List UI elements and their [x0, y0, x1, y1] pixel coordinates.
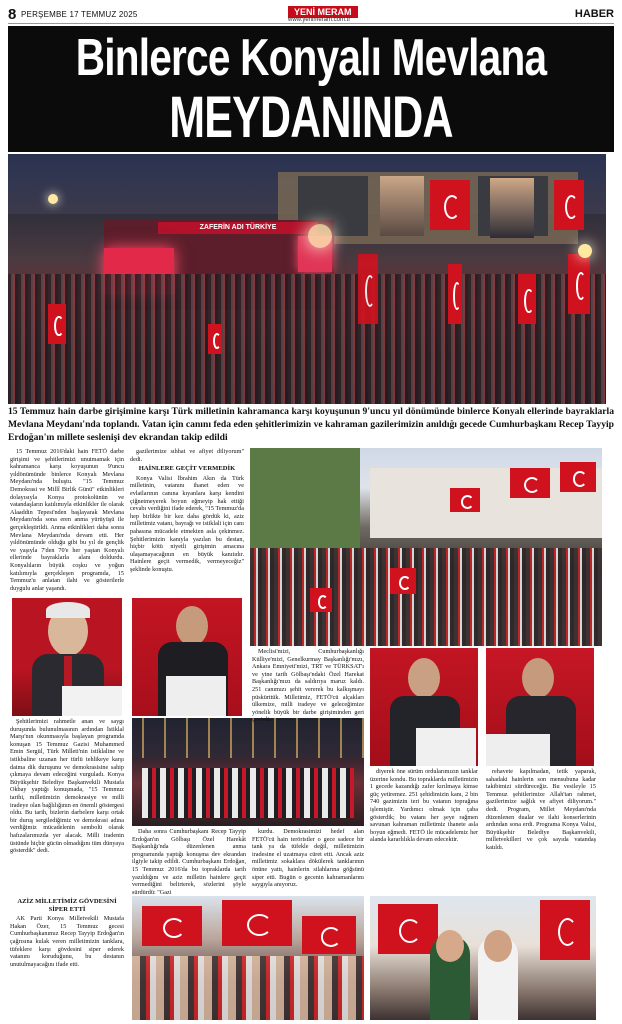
women-flags-photo	[370, 896, 596, 1020]
article-column-4	[370, 768, 478, 894]
page-header	[8, 6, 614, 24]
crowd-flags-photo	[132, 896, 364, 1020]
body-text: diyerek öne sürüm ordularımızın tanklar üzerine kondu. Bu topraklarda milletimizin 1 gecede kazandığı zafer kırılmaya kimse güç yetiremez. 251 şehidimizin kanı, 2 bin 740 gazimizin teri bu vatanın toprağına işlemiştir. Yardımcı olmak için çaba gösterdik; bu vatanı her şeye rağmen savunan kahraman milletimiz ihanete asla boyun eğmedi. FETÖ ile mücadelemiz her alanda kararlılıkla devam edecektir.	[370, 768, 478, 844]
headline-block	[8, 26, 614, 152]
newspaper-logo: YENİ MERAM	[288, 6, 358, 18]
article-column-3b	[252, 828, 364, 894]
march-photo	[250, 448, 602, 646]
article-column-1b	[10, 718, 124, 894]
officials-group-photo	[132, 718, 364, 826]
headline-line-1: Binlerce Konyalı Mevlana	[75, 29, 547, 87]
body-text: AK Parti Konya Milletvekili Mustafa Hakan Özer, 15 Temmuz gecesi Cumhurbaşkanımız Recep Tayyip Erdoğan'ın çağrısına kulak veren milletimizin tanklara, tüfeklere karşı gövdesini siper ederek vatanını koruduğunu, bu destanın unutulmayacağını ifade etti.	[10, 915, 124, 968]
body-text: Şehitlerimizi rahmetle anan ve saygı duruşunda bulunulmasının ardından İstiklal Marşı'nın okunmasıyla başlayan programda konuşan 15 Temmuz Gazisi Muhammed Emin Sergül, Türk Milleti'nin istiklaline ve istikbaline uzanan her türlü tehlikeye karşı daima dik duruşunu ve demokrasisine sahip çıkmaya devam edeceğini vurguladı. Konya Büyükşehir Belediye Başkanvekili Mustafa Okbay yaptığı konuşmada, "15 Temmuz tarihi, milletimizin demokrasiye ve milli iradeye olan bağlılığının en önemli göstergesi oldu. Bu tarih, bizlerin darbelere karşı ortak bir duruş sergilediğimiz ve demokrasi adına verdiğimiz mücadelenin sembolü olarak hafızalarımızda yer alacak. Milli iradenin üstünde hiçbir gücün olmadığını tüm dünyaya gösterdik" dedi.	[10, 718, 124, 855]
stage-banner: ZAFERİN ADI TÜRKİYE	[158, 222, 318, 234]
subheading: HAİNLERE GEÇİT VERMEDİK	[138, 465, 236, 473]
website-url[interactable]: www.yenimeram.com.tr	[288, 17, 351, 23]
speaker-photo-3	[370, 648, 478, 766]
section-label: HABER	[574, 8, 614, 20]
article-column-5	[486, 768, 596, 894]
lead-paragraph: 15 Temmuz hain darbe girişimine karşı Türk milletinin kahramanca karşı koyuşunun 9'uncu yıl dönümünde binlerce Konyalı ellerinde bayraklarla Mevlana Meydanı'nda toplandı. Vatan için canını feda eden şehitlerimizin ve kahraman gazilerimizin anıldığı gecede Cumhurbaşkanı Recep Tayyip Erdoğan'ın millete seslenişi dev ekrandan takip edildi	[8, 406, 614, 443]
article-column-3a	[252, 648, 364, 724]
article-column-1c	[10, 896, 124, 1020]
issue-date: PERŞEMBE 17 TEMMUZ 2025	[21, 10, 138, 19]
headline-line-2: MEYDANINDA	[169, 85, 453, 150]
body-text: kurdu. Demokrasimizi hedef alan FETÖ'cü hain teröristler o gece sadece bir tank ya da tüfekle değil, milletimizin iradesine el uzatmaya cüret etti. Ancak aziz milletimiz sokaklara dökülerek tanklarının önüne yattı, hainlerin silahlarına göğsünü siper etti. Bugün o gecenin kahramanlarını saygıyla anıyoruz.	[252, 828, 364, 889]
article-column-2a	[130, 448, 244, 596]
article-column-2b	[132, 828, 246, 894]
subheading: AZİZ MİLLETİMİZ GÖVDESİNİ SİPER ETTİ	[17, 898, 117, 913]
speaker-photo-1	[12, 598, 122, 716]
portrait-banner-right	[490, 178, 534, 238]
page-number: 8	[8, 6, 17, 23]
body-text: Daha sonra Cumhurbaşkanı Recep Tayyip Erdoğan'ın Gölbaşı Özel Harekât Başkanlığı'nda düzenlenen anma programında yaptığı konuşma dev ekrandan ilgiyle takip edildi. Cumhurbaşkanı Erdoğan, 15 Temmuz 2016'da bu topraklarda tarih yazıldığını ve aziz milletin hainlere geçit vermediğini belirterek, sözlerini şöyle sürdürdü: "Gazi	[132, 828, 246, 896]
body-text: rehavete kapılmadan, tetik yaparak, sahadaki hainlerin son mensubuna kadar takibimizi sürdüreceğiz. Bu vesileyle 15 Temmuz şehitlerimize Allah'tan rahmet, gazilerimize sağlık ve afiyet diliyorum." dedi. Program, Millet Meydanı'nda düzenlenen dualar ve ilahi konserlerinin ardından sona erdi. Programa Konya Valisi, Büyükşehir Belediye Başkanvekili, milletvekilleri ve çok sayıda vatandaş katıldı.	[486, 768, 596, 851]
body-text: Meclisi'mizi, Cumhurbaşkanlığı Külliye'mizi, Genelkurmay Başkanlığı'mızı, Ankara Emniyeti'mizi, TRT ve TÜRKSAT'ı ve yine tarih Gölbaşı'ndaki Özel Harekat Başkanlığı'mızı da saldırıya maruz kaldı. 251 canımızı şehit vererek bu kalkışmayı püskürttük. Milletimiz, FETÖ'cü alçakları ülkemize, milli iradeye ve geleceğimize yönelik büyük bir darbe girişiminden geri çevirdi.	[252, 648, 364, 724]
main-crowd-photo	[8, 154, 606, 404]
portrait-banner-left	[380, 176, 424, 236]
body-text: Konya Valisi İbrahim Akın da Türk milletinin, vatanını ihanet eden ve evlatlarının canına kıyanlara karşı kendini çiğnetmeyerek boyun eğmeyip hak ettiği cevabı verdiğini ifade ederek, "15 Temmuz'da hep birlikte bir kez daha gördük ki, aziz milletimiz vatanı, bayrağı ve istiklali için canı pahasına mücadele etmekten asla çekinmez. Şehitlerimizin kanıyla yazılan bu destan, hiçbir kötü niyetli girişimin amacına ulaşamayacağının en büyük kanıtıdır. Hainlere geçit vermedik, vermeyeceğiz" şeklinde konuştu.	[130, 474, 244, 573]
speaker-photo-2	[132, 598, 242, 716]
body-text: 15 Temmuz 2016'daki hain FETÖ darbe girişimi ve şehitlerimizi unutmamak için kahramanca karşı koyuşunun 9'uncu yıldönümünde binlerce Konyalı Mevlana Meydanı'nda buluştu. "15 Temmuz Demokrasi ve Millî Birlik Günü" etkinlikleri dolayısıyla Konya protokolünün ve vatandaşların katılımıyla etkinlikler ile olarak Alaaddin Tepesi'nden başlayarak Mevlana Meydanı'nda sona eren anma yürüyüşü ile gerçekleştirildi. Anma etkinlikleri daha sonra Mevlana Meydanı'nda devam etti. Her yıldönümünde olduğu gibi bu yıl de gençlik ve yaşıyla 7'den 70'e her yaştan Konyalı ellerinde bayraklarla alanı doldurdu. Konyalıların büyük coşku ve yoğun katılımıyla gerçekleşen programda, 15 Temmuz'u anlatan ilahi ve gösterilerle duygulu anlar yaşandı.	[10, 448, 124, 592]
body-text: gazilerimize sıhhat ve afiyet diliyorum" dedi.	[130, 448, 244, 463]
article-column-1a	[10, 448, 124, 596]
speaker-photo-4	[486, 648, 594, 766]
